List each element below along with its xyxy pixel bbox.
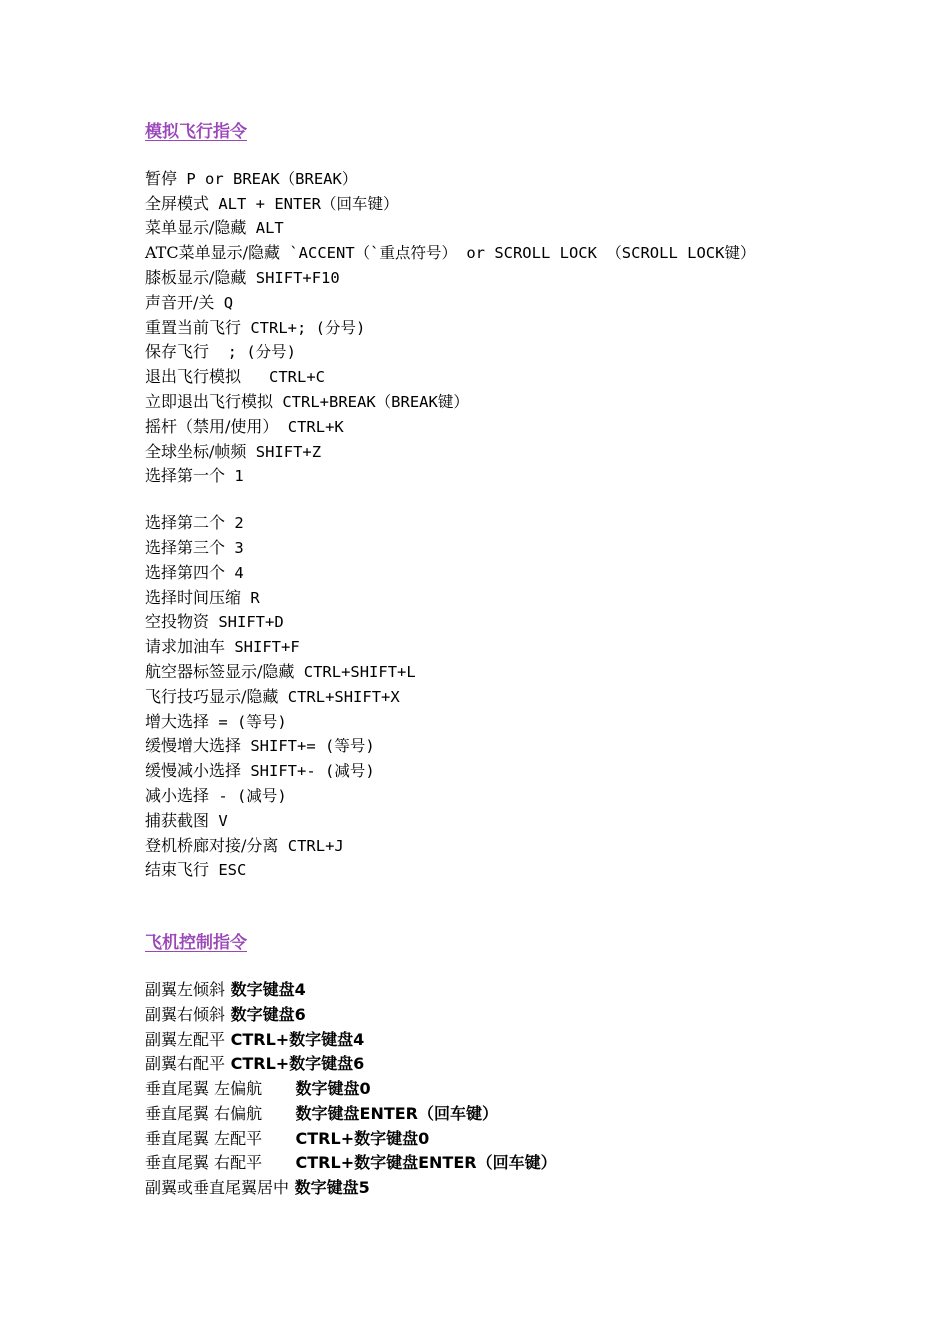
command-row bbox=[145, 635, 925, 660]
command-name: 缓慢减小选择 bbox=[145, 761, 242, 781]
command-row bbox=[145, 978, 925, 1003]
command-row bbox=[145, 340, 925, 365]
command-name: 结束飞行 bbox=[145, 860, 210, 880]
command-row bbox=[145, 216, 925, 241]
command-row bbox=[145, 561, 925, 586]
command-row bbox=[145, 464, 925, 489]
command-row bbox=[145, 415, 925, 440]
command-key: SHIFT+- (减号) bbox=[241, 762, 375, 781]
command-key: SHIFT+F10 bbox=[246, 268, 340, 287]
command-key: = (等号) bbox=[209, 712, 287, 731]
command-row bbox=[145, 1003, 925, 1028]
command-key: 4 bbox=[225, 563, 244, 582]
command-name: 重置当前飞行 bbox=[145, 317, 242, 337]
command-key: P or BREAK（BREAK） bbox=[177, 169, 358, 188]
command-row bbox=[145, 390, 925, 415]
sim-commands-block-1 bbox=[145, 167, 925, 489]
aircraft-control-heading: 飞机控制指令 bbox=[145, 933, 247, 954]
command-key: 数字键盘4 bbox=[225, 979, 306, 999]
command-key: `ACCENT（`重点符号） or SCROLL LOCK （SCROLL LOCK键） bbox=[280, 244, 756, 263]
command-row bbox=[145, 1127, 925, 1152]
command-name: 选择第一个 bbox=[145, 466, 226, 486]
command-row bbox=[145, 291, 925, 316]
command-row bbox=[145, 1028, 925, 1053]
command-row bbox=[145, 536, 925, 561]
command-key: CTRL+数字键盘6 bbox=[225, 1054, 365, 1074]
aircraft-control-block bbox=[145, 978, 925, 1201]
command-name: 暂停 bbox=[145, 168, 178, 188]
command-row bbox=[145, 586, 925, 611]
command-name: 保存飞行 bbox=[145, 342, 210, 362]
command-row bbox=[145, 834, 925, 859]
command-name: 副翼右配平 bbox=[145, 1054, 226, 1074]
command-name: 声音开/关 bbox=[145, 292, 215, 312]
command-row bbox=[145, 365, 925, 390]
command-row bbox=[145, 1102, 925, 1127]
document-page bbox=[145, 120, 925, 1201]
sim-commands-heading: 模拟飞行指令 bbox=[145, 122, 247, 142]
command-key: CTRL+SHIFT+L bbox=[294, 662, 416, 681]
command-key: 2 bbox=[225, 514, 244, 533]
command-name: 选择时间压缩 bbox=[145, 587, 242, 607]
command-row bbox=[145, 1077, 925, 1102]
command-row bbox=[145, 440, 925, 465]
command-row bbox=[145, 266, 925, 291]
command-key: V bbox=[209, 811, 228, 830]
command-row bbox=[145, 734, 925, 759]
command-key: SHIFT+D bbox=[209, 613, 284, 632]
command-key: CTRL+数字键盘4 bbox=[225, 1029, 365, 1049]
command-name: 缓慢增大选择 bbox=[145, 736, 242, 756]
command-key: 3 bbox=[225, 538, 244, 557]
command-key: ALT bbox=[246, 219, 284, 238]
command-key: ESC bbox=[209, 861, 247, 880]
command-key: Q bbox=[214, 293, 234, 312]
command-name: 膝板显示/隐藏 bbox=[145, 267, 247, 287]
command-name: 全屏模式 bbox=[145, 193, 210, 213]
command-name: 副翼左倾斜 bbox=[145, 979, 226, 999]
command-key: 数字键盘5 bbox=[289, 1178, 370, 1198]
command-key: CTRL+BREAK（BREAK键） bbox=[273, 392, 469, 411]
command-name: 退出飞行模拟 bbox=[145, 367, 242, 387]
command-key: CTRL+SHIFT+X bbox=[278, 687, 400, 706]
command-row bbox=[145, 1176, 925, 1201]
command-name: ATC菜单显示/隐藏 bbox=[145, 243, 280, 263]
command-key: CTRL+C bbox=[241, 368, 326, 387]
command-key: CTRL+; (分号) bbox=[241, 318, 366, 337]
command-key: 数字键盘6 bbox=[225, 1004, 306, 1024]
command-name: 航空器标签显示/隐藏 bbox=[145, 661, 295, 681]
command-name: 请求加油车 bbox=[145, 637, 226, 657]
command-name: 空投物资 bbox=[145, 612, 210, 632]
command-name: 垂直尾翼 右配平 bbox=[145, 1153, 263, 1173]
command-key: SHIFT+F bbox=[225, 638, 300, 657]
command-key: CTRL+数字键盘0 bbox=[262, 1128, 430, 1148]
command-name: 飞行技巧显示/隐藏 bbox=[145, 686, 279, 706]
spacer bbox=[145, 956, 925, 978]
command-name: 垂直尾翼 左偏航 bbox=[145, 1079, 263, 1099]
spacer bbox=[145, 145, 925, 167]
command-name: 选择第二个 bbox=[145, 513, 226, 533]
command-key: - (减号) bbox=[209, 786, 287, 805]
spacer bbox=[145, 883, 925, 931]
command-key: CTRL+K bbox=[278, 417, 344, 436]
command-row bbox=[145, 192, 925, 217]
command-key: ALT + ENTER（回车键） bbox=[209, 194, 399, 213]
command-row bbox=[145, 511, 925, 536]
command-name: 垂直尾翼 右偏航 bbox=[145, 1103, 263, 1123]
command-key: CTRL+J bbox=[278, 836, 344, 855]
command-row bbox=[145, 685, 925, 710]
command-name: 登机桥廊对接/分离 bbox=[145, 835, 279, 855]
command-name: 增大选择 bbox=[145, 711, 210, 731]
command-name: 菜单显示/隐藏 bbox=[145, 218, 247, 238]
command-row bbox=[145, 858, 925, 883]
command-name: 立即退出飞行模拟 bbox=[145, 391, 274, 411]
sim-commands-block-2 bbox=[145, 511, 925, 883]
command-key: 数字键盘ENTER（回车键） bbox=[262, 1103, 499, 1123]
command-key: R bbox=[241, 588, 260, 607]
command-key: 1 bbox=[225, 467, 244, 486]
command-name: 捕获截图 bbox=[145, 810, 210, 830]
command-key: SHIFT+Z bbox=[246, 442, 322, 461]
command-row bbox=[145, 1151, 925, 1176]
command-row bbox=[145, 241, 925, 266]
command-key: ; (分号) bbox=[209, 343, 297, 362]
command-name: 垂直尾翼 左配平 bbox=[145, 1128, 263, 1148]
command-row bbox=[145, 1052, 925, 1077]
command-row bbox=[145, 759, 925, 784]
command-row bbox=[145, 316, 925, 341]
command-key: 数字键盘0 bbox=[262, 1079, 371, 1099]
command-name: 选择第三个 bbox=[145, 537, 226, 557]
command-name: 选择第四个 bbox=[145, 562, 226, 582]
command-key: CTRL+数字键盘ENTER（回车键） bbox=[262, 1153, 557, 1173]
command-row bbox=[145, 660, 925, 685]
spacer bbox=[145, 489, 925, 511]
command-name: 副翼右倾斜 bbox=[145, 1004, 226, 1024]
command-name: 摇杆（禁用/使用） bbox=[145, 416, 279, 436]
command-row bbox=[145, 167, 925, 192]
command-row bbox=[145, 610, 925, 635]
command-name: 副翼或垂直尾翼居中 bbox=[145, 1178, 290, 1198]
command-name: 副翼左配平 bbox=[145, 1029, 226, 1049]
command-name: 减小选择 bbox=[145, 785, 210, 805]
command-row bbox=[145, 784, 925, 809]
command-row bbox=[145, 809, 925, 834]
command-row bbox=[145, 710, 925, 735]
command-key: SHIFT+= (等号) bbox=[241, 737, 375, 756]
command-name: 全球坐标/帧频 bbox=[145, 441, 247, 461]
